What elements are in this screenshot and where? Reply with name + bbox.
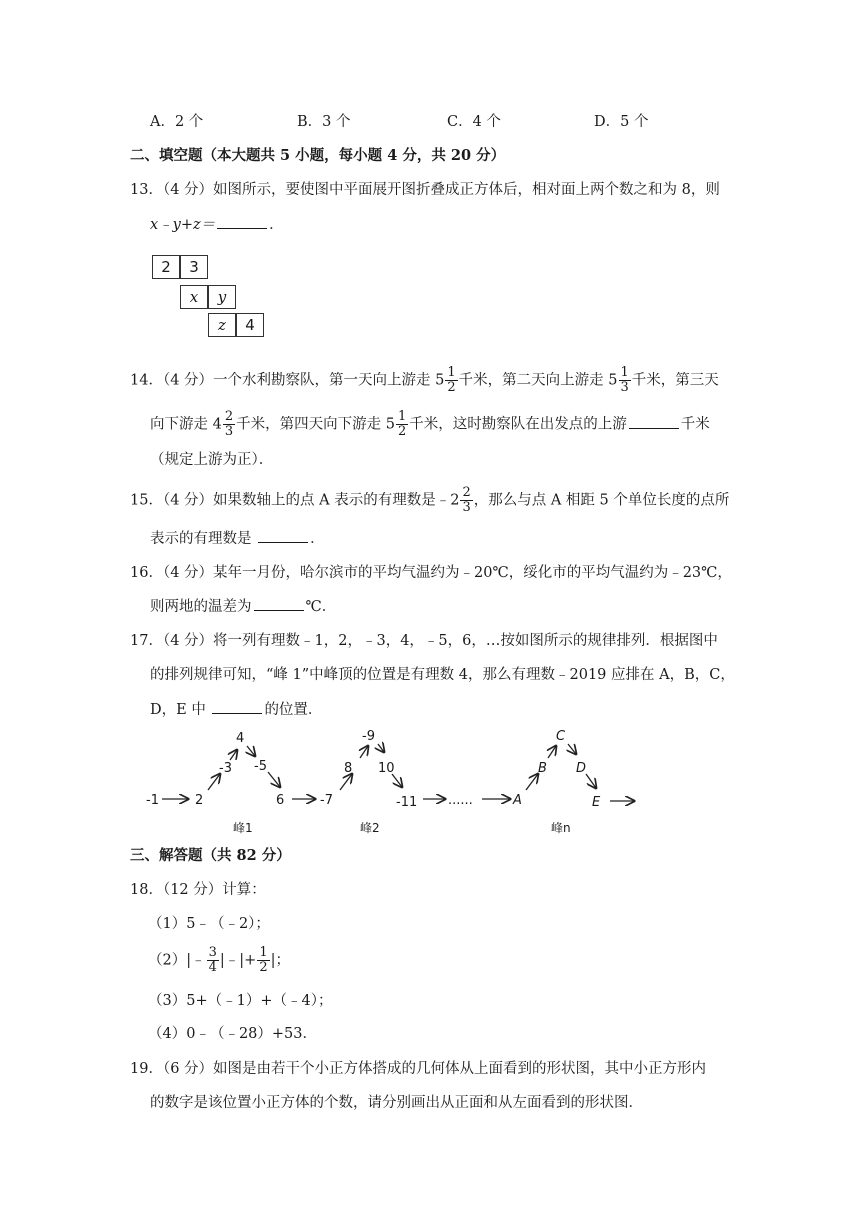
q14-part5: 千米，第四天向下游走 5 [236,416,395,433]
q16-text-line1: 16．（4 分）某年一月份，哈尔滨市的平均气温约为﹣20℃，绥化市的平均气温约为﹣23℃， [130,565,732,581]
q19-text-line1: 19．（6 分）如图是由若干个小正方体搭成的几何体从上面看到的形状图，其中小正方形内 [130,1061,707,1077]
diagram-label-b: B [538,761,547,776]
q16-suffix: ℃． [305,599,337,615]
diagram-num-2: 2 [195,793,204,808]
q18-sub2-part-a: （2）|﹣ [148,952,206,969]
q14-fraction-4: $\frac{1}{2}$ [397,409,407,439]
q19-text-line2: 的数字是该位置小正方体的个数，请分别画出从正面和从左面看到的形状图． [150,1095,643,1111]
q18-sub2-part-b: |﹣|+ [219,952,257,969]
q15-text-line2 [150,528,325,549]
net-cell-z: z [208,313,236,337]
diagram-num-neg1: -1 [146,793,159,808]
q16-answer-blank [254,596,304,611]
q17-answer-blank [212,699,262,714]
diagram-label-e: E [592,795,601,810]
q14-text-line1 [130,366,719,395]
q18-sub2 [148,946,290,975]
q14-fraction-1: $\frac{1}{2}$ [447,365,456,395]
q14-part1: 14．（4 分）一个水利勘察队，第一天向上游走 5 [130,372,445,389]
q13-text-line2 [150,214,284,235]
diagram-num-6: 6 [276,793,285,808]
q17-text-line2: 的排列规律可知，“峰 1”中峰顶的位置是有理数 4，那么有理数﹣2019 应排在 A，B，C， [150,667,735,683]
q13-text-line1: 13．（4 分）如图所示，要使图中平面展开图折叠成正方体后，相对面上两个数之和为 8，则 [130,182,720,198]
q16-text-line2 [150,596,336,617]
diagram-dots: ...... [448,793,473,808]
q18-fraction-1: $\frac{3}{4}$ [208,945,217,975]
q13-answer-blank [217,214,267,229]
q15-prefix: 表示的有理数是 [150,531,257,547]
q17-suffix: 的位置． [264,702,323,718]
q15-part2: ，那么与点 A 相距 5 个单位长度的点所 [473,492,730,509]
q14-part4: 向下游走 4 [150,416,222,433]
q13-expression: x﹣y+z＝ [150,217,216,233]
diagram-label-d: D [576,761,587,776]
q14-part7: 千米 [680,416,710,433]
q15-part1: 15．（4 分）如果数轴上的点 A 表示的有理数是﹣2 [130,492,460,509]
q18-sub3: （3）5+（﹣1）+（﹣4）； [148,993,333,1009]
q14-part2: 千米，第二天向上游走 5 [458,372,618,389]
option-b: B．3 个 [297,114,351,130]
q18-sub4: （4）0﹣（﹣28）+53． [148,1026,318,1042]
peak2-label: 峰2 [360,821,380,835]
q18-sub2-part-c: |； [270,952,290,969]
cube-net-figure [152,255,272,340]
net-cell-x: x [180,285,208,309]
net-cell-2: 2 [152,255,180,279]
diagram-num-neg3: -3 [219,761,232,776]
q14-fraction-2: $\frac{1}{3}$ [620,365,629,395]
diagram-num-8: 8 [344,761,353,776]
q13-period: ． [269,217,284,233]
q14-part6: 千米，这时勘察队在出发点的上游 [409,416,627,433]
q18-fraction-2: $\frac{1}{2}$ [259,945,268,975]
net-cell-3: 3 [180,255,208,279]
net-cell-4: 4 [236,313,264,337]
q15-text-line1 [130,486,729,515]
diagram-num-4: 4 [236,731,245,746]
diagram-num-neg9: -9 [362,729,375,744]
q18-intro: 18．（12 分）计算： [130,882,266,898]
diagram-num-neg11: -11 [396,795,418,810]
section2-heading: 二、填空题（本大题共 5 小题，每小题 4 分，共 20 分） [130,147,506,164]
peaks-diagram [140,722,660,840]
q15-suffix: ． [310,531,325,547]
section3-heading: 三、解答题（共 82 分） [130,847,291,864]
diagram-label-c: C [556,729,566,744]
diagram-num-neg5: -5 [254,759,267,774]
q14-text-line3: （规定上游为正）． [150,452,274,468]
peak1-label: 峰1 [233,821,253,835]
q18-sub1: （1）5﹣（﹣2）； [148,916,270,932]
diagram-num-neg7: -7 [320,793,333,808]
diagram-label-a: A [513,793,522,808]
net-cell-y: y [208,285,236,309]
q17-text-line3 [150,699,322,720]
q17-text-line1: 17．（4 分）将一列有理数﹣1，2，﹣3，4，﹣5，6，…按如图所示的规律排列．根据图中 [130,633,718,649]
option-d: D．5 个 [594,114,649,130]
q14-fraction-3: $\frac{2}{3}$ [224,409,234,439]
q17-prefix: D，E 中 [150,702,211,718]
diagram-num-10: 10 [378,761,395,776]
q14-answer-blank [629,414,679,429]
option-a: A．2 个 [150,114,204,130]
q16-prefix: 则两地的温差为 [150,599,252,615]
q14-text-line2 [150,410,710,439]
peakn-label: 峰n [551,821,571,835]
q14-part3: 千米，第三天 [631,372,719,389]
q15-answer-blank [258,528,308,543]
option-c: C．4 个 [447,114,501,130]
q15-fraction: $\frac{2}{3}$ [462,485,471,515]
